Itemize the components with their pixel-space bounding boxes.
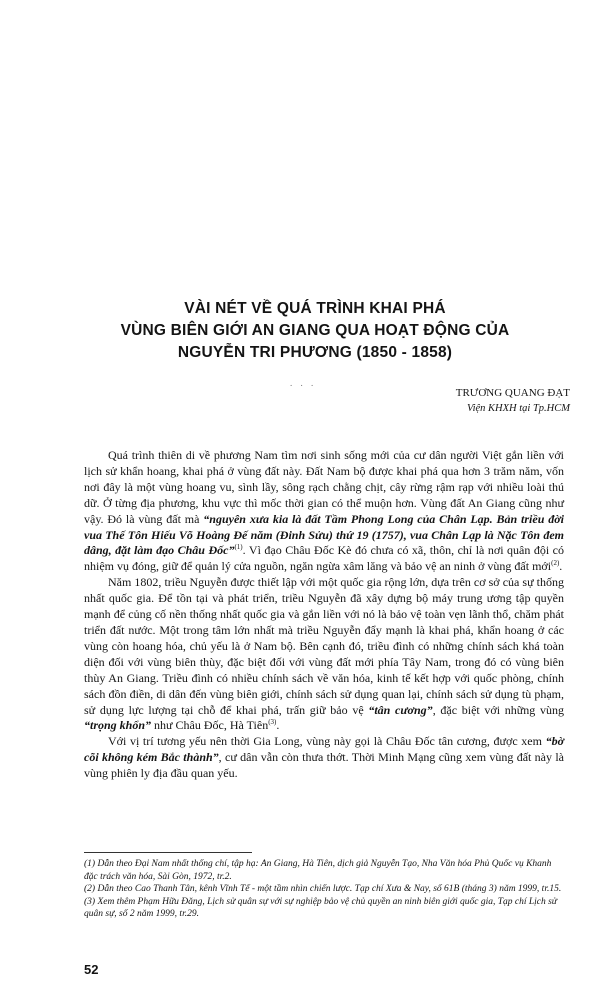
article-body bbox=[84, 448, 564, 782]
p3-quote: “bờ cõi không kém Bắc thành” bbox=[84, 734, 565, 765]
paragraph-3 bbox=[84, 734, 564, 782]
author-affiliation: Viện KHXH tại Tp.HCM bbox=[466, 403, 570, 414]
footnote-1: (1) Dẫn theo Đại Nam nhất thống chí, tập hạ: An Giang, Hà Tiên, dịch giả Nguyễn Tạo, Nha Văn hóa Phủ Quốc vụ Khanh đặc trách văn hóa, Sài Gòn, 1972, tr.2. bbox=[84, 859, 552, 882]
p1-quote: “nguyên xưa kia là đất Tầm Phong Long của Chân Lạp. Bản triều đời vua Thế Tôn Hiếu Võ Hoàng Đế năm (Đinh Sửu) thứ 19 (1757), vua Chân Lạp là Nặc Tôn đem dâng, đặt làm đạo Châu Đốc” bbox=[84, 511, 565, 558]
footnote-3: (3) Xem thêm Phạm Hữu Đăng, Lịch sử quân sự với sự nghiệp bảo vệ chủ quyền an ninh biên giới quốc gia, Tạp chí Lịch sử quân sự, số 2 năm 1999, tr.29. bbox=[84, 896, 557, 920]
p2-text-c: , đặc biệt với những vùng bbox=[432, 702, 564, 717]
footnote-ref-3: (3) bbox=[268, 718, 277, 727]
paragraph-1 bbox=[84, 448, 564, 575]
p3-text-a: Với vị trí tương yếu nên thời Gia Long, vùng này gọi là Châu Đốc tân cương, được xem bbox=[108, 734, 542, 749]
p2-text-e: như Châu Đốc, Hà Tiên bbox=[154, 718, 269, 733]
page-number: 52 bbox=[84, 962, 99, 977]
p3-text-c: , cư dân vẫn còn thưa thớt. Thời Minh Mạng cũng xem vùng đất này là vùng phiên ly địa đầu quan yếu. bbox=[84, 750, 564, 781]
p2-term-tan-cuong: “tân cương” bbox=[368, 702, 433, 717]
title-line-2: VÙNG BIÊN GIỚI AN GIANG QUA HOẠT ĐỘNG CỦA bbox=[120, 322, 510, 339]
footnotes bbox=[84, 858, 564, 921]
article-title bbox=[60, 298, 570, 364]
author-name: TRƯƠNG QUANG ĐẠT bbox=[455, 387, 570, 399]
title-line-1: VÀI NÉT VỀ QUÁ TRÌNH KHAI PHÁ bbox=[184, 300, 446, 317]
p2-text-f: . bbox=[276, 718, 280, 733]
footnote-rule bbox=[84, 852, 252, 853]
footnote-2: (2) Dẫn theo Cao Thanh Tân, kênh Vĩnh Tế - một tầm nhìn chiến lược. Tạp chí Xưa & Nay, số 61B (tháng 3) năm 1999, tr.15. bbox=[84, 884, 562, 895]
p1-text-a: Quá trình thiên di về phương Nam tìm nơi sinh sống mới của cư dân người Việt gắn liền với lịch sử khẩn hoang, khai phá ở vùng đất này. Đất Nam bộ được khai phá qua hơn 3 trăm năm, vốn nơi đây là một vùng hoang vu, sình lầy, sông rạch chằng chịt, cây rừng rậm rạp với nhiều loài thú dữ. Ở từng địa phương, khu vực thì mốc thời gian có thể muộn hơn. Vùng đất An Giang cũng như vậy. Đó là vùng đất mà bbox=[84, 448, 564, 526]
author-block bbox=[456, 386, 570, 416]
p2-term-trong-khon: “trọng khổn” bbox=[84, 718, 152, 733]
p2-text-a: Năm 1802, triều Nguyễn được thiết lập với một quốc gia rộng lớn, dựa trên cơ sở của sự thống nhất quốc gia. Để tồn tại và phát triển, triều Nguyễn đã xây dựng bộ máy trung ương tập quyền mạnh để củng cố nền thống nhất quốc gia và gắn liền với nó là bảo vệ toàn vẹn lãnh thổ, chăm phát triển đất nước. Một trong tâm lớn nhất mà triều Nguyễn đẩy mạnh là khai phá, khẩn hoang ở các vùng còn hoang hóa, chủ yếu là ở Nam bộ. Bên cạnh đó, triều đình có những chính sách khá toàn diện đối với vùng biên thùy, đặc biệt đối với vùng đất mới phía Tây Nam, trong đó có vùng biên thùy An Giang. Triều đình có nhiều chính sách về văn hóa, kinh tế kết hợp với quốc phòng, chính sách đồn điền, di dân đến vùng biên giới, chính sách sử dụng quan lại, chính sách sử dụng tù phạm, sử dụng lực lượng tại chỗ để khai phá, trấn giữ bảo vệ bbox=[84, 575, 564, 717]
footnote-ref-2: (2) bbox=[551, 559, 560, 568]
footnote-ref-1: (1) bbox=[234, 543, 243, 552]
paragraph-2 bbox=[84, 575, 564, 734]
title-separator: . . . bbox=[290, 378, 317, 388]
p1-text-d: . bbox=[559, 559, 563, 574]
title-line-3: NGUYỄN TRI PHƯƠNG (1850 - 1858) bbox=[177, 344, 453, 361]
p1-text-c: . Vì đạo Châu Đốc Kè đó chưa có xã, thôn, chỉ là nơi quân đội có nhiệm vụ đóng, giữ để quản lý cửa nguồn, ngăn ngừa xâm lăng và bảo vệ an ninh ở vùng đất mới bbox=[84, 543, 564, 574]
